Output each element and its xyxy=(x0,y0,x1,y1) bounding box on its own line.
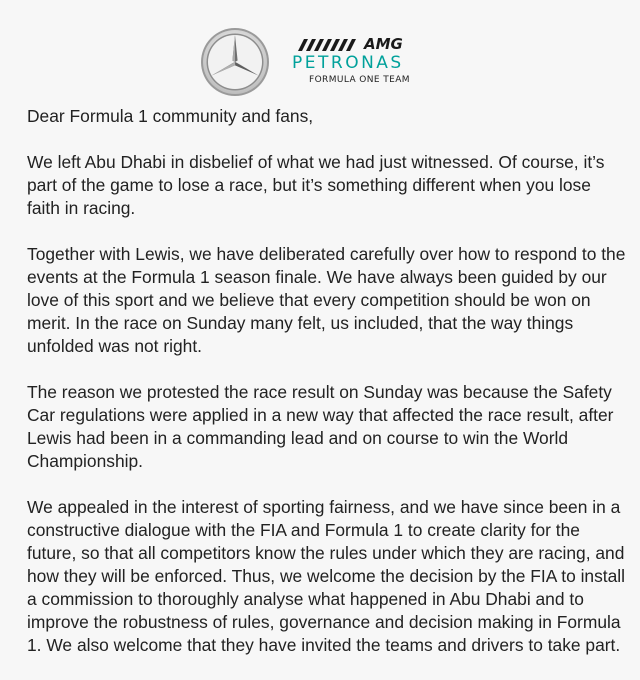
salutation: Dear Formula 1 community and fans, xyxy=(27,106,314,126)
paragraph-1: We left Abu Dhabi in disbelief of what we had just witnessed. Of course, it’s part of the game to lose a race, but it’s something different when you lose faith in racing. xyxy=(27,152,605,218)
amg-wordmark xyxy=(292,36,432,54)
petronas-text: PETRONAS xyxy=(292,53,404,73)
team-subtitle: FORMULA ONE TEAM xyxy=(309,75,410,85)
team-logo xyxy=(0,20,640,102)
mercedes-star-graphic xyxy=(199,26,271,98)
mercedes-star-icon xyxy=(199,26,271,98)
amg-text: AMG xyxy=(364,35,403,53)
team-wordmark xyxy=(292,34,432,94)
paragraph-2: Together with Lewis, we have deliberated carefully over how to respond to the events at the Formula 1 season finale. We have always been guided by our love of this sport and we believe that every competition should be won on merit. In the race on Sunday many felt, us included, that the way things unfolded was not right. xyxy=(27,244,626,356)
paragraph-3: The reason we protested the race result on Sunday was because the Safety Car regulations were applied in a new way that affected the race result, after Lewis had been in a commanding lead and on course to win the World Championship. xyxy=(27,382,614,471)
amg-stripes-icon xyxy=(298,39,364,51)
letter-body xyxy=(27,105,627,680)
paragraph-4: We appealed in the interest of sporting fairness, and we have since been in a constructive dialogue with the FIA and Formula 1 to create clarity for the future, so that all competitors know the rules under which they are racing, and how they will be enforced. Thus, we welcome the decision by the FIA to install a commission to thoroughly analyse what happened in Abu Dhabi and to improve the robustness of rules, governance and decision making in Formula 1. We also welcome that they have invited the teams and drivers to take part. xyxy=(27,497,626,655)
